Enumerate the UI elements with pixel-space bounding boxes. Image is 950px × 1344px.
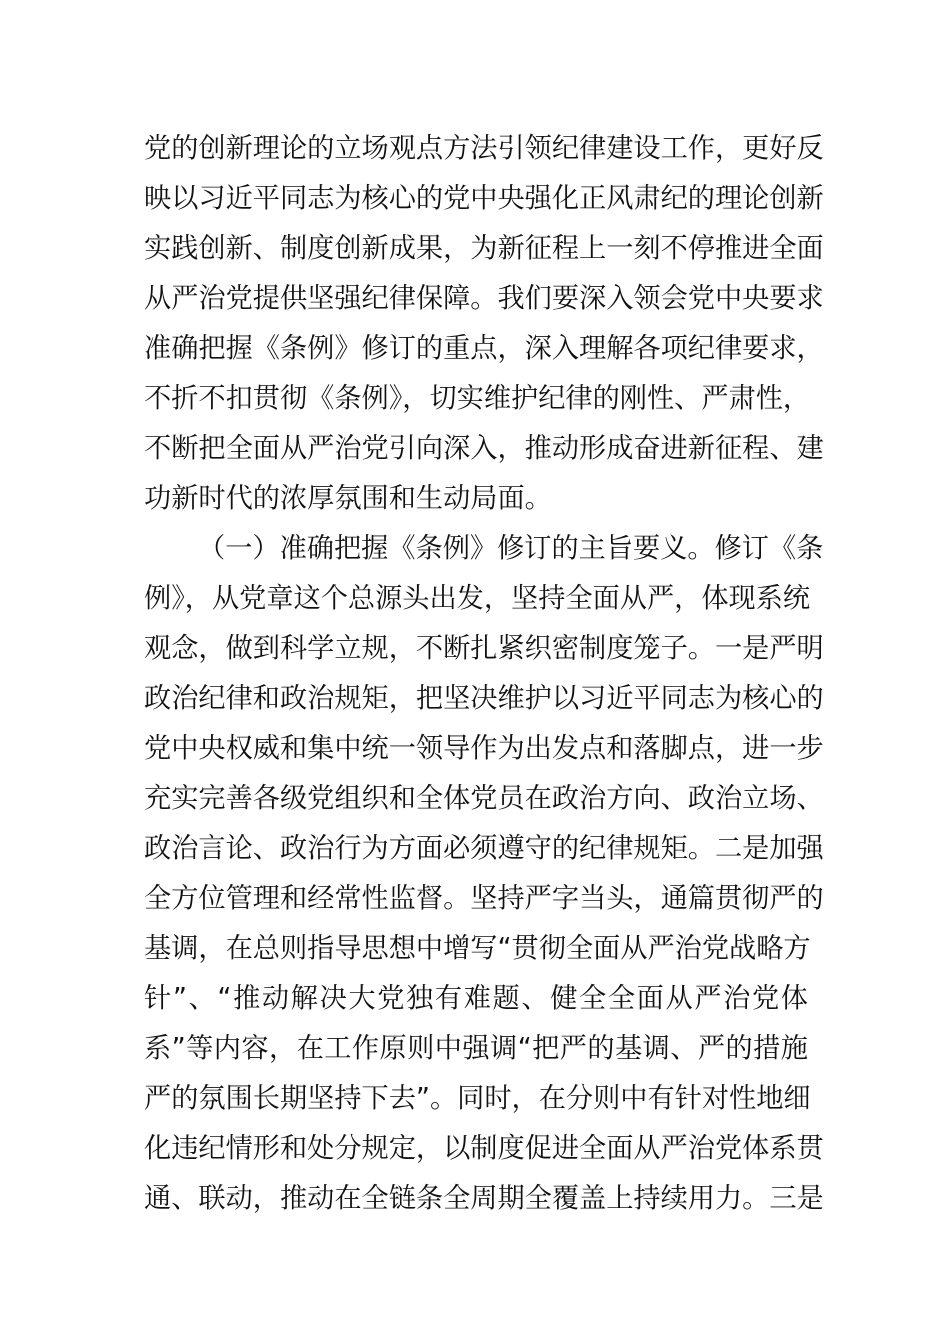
text-line: 党的创新理论的立场观点方法引领纪律建设工作，更好反 [144,133,824,164]
text-line: 严的氛围长期坚持下去”。同时，在分则中有针对性地细 [144,1083,811,1114]
text-line: 通、联动，推动在全链条全周期全覆盖上持续用力。三是 [144,1183,824,1214]
text-line: 党中央权威和集中统一领导作为出发点和落脚点，进一步 [144,733,824,764]
text-line: 准确把握《条例》修订的重点，深入理解各项纪律要求， [144,333,824,364]
text-line: 针”、“推动解决大党独有难题、健全全面从严治党体 [144,983,808,1014]
text-line: 从严治党提供坚强纪律保障。我们要深入领会党中央要求 [144,283,824,314]
text-line: 基调，在总则指导思想中增写“贯彻全面从严治党战略方 [144,933,811,964]
text-line: 系”等内容，在工作原则中强调“把严的基调、严的措施 [144,1033,808,1064]
body-text [144,124,824,1224]
text-line: 不断把全面从严治党引向深入，推动形成奋进新征程、建 [144,433,824,464]
text-line: 政治言论、政治行为方面必须遵守的纪律规矩。二是加强 [144,833,824,864]
paragraph-heading-line: （一）准确把握《条例》修订的主旨要义。修订《条 [198,533,824,564]
text-line: 充实完善各级党组织和全体党员在政治方向、政治立场、 [144,783,824,814]
text-line: 政治纪律和政治规矩，把坚决维护以习近平同志为核心的 [144,683,824,714]
text-line: 实践创新、制度创新成果，为新征程上一刻不停推进全面 [144,233,824,264]
text-line: 映以习近平同志为核心的党中央强化正风肃纪的理论创新 [144,183,824,214]
text-line: 全方位管理和经常性监督。坚持严字当头，通篇贯彻严的 [144,883,824,914]
text-line: 观念，做到科学立规，不断扎紧织密制度笼子。一是严明 [144,633,824,664]
text-line: 例》，从党章这个总源头出发，坚持全面从严，体现系统 [144,583,811,614]
text-line: 化违纪情形和处分规定，以制度促进全面从严治党体系贯 [144,1133,824,1164]
text-line: 不折不扣贯彻《条例》，切实维护纪律的刚性、严肃性， [144,383,811,414]
text-line: 功新时代的浓厚氛围和生动局面。 [144,483,552,514]
